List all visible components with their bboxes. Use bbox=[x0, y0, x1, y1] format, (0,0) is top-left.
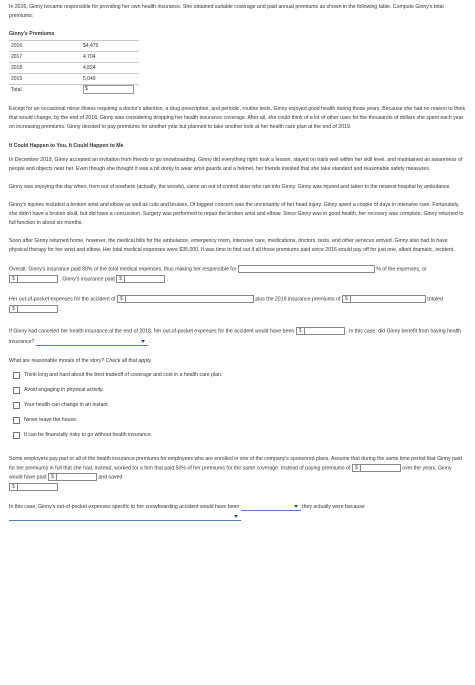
total-label: Total bbox=[9, 85, 81, 96]
employer-text-a: Some employers pay part or all of the health insurance premiums for employees who are enrolled in one of the company's sponsored plans. Assume that during the same time period that Ginny paid for her premiums in full that she had, instead, worked for a firm that paid 50% of her premiums for the same coverage. Instead of paying premiums of bbox=[9, 455, 462, 472]
checkbox[interactable] bbox=[13, 432, 20, 439]
question-employer-plan bbox=[9, 455, 466, 493]
moral-option[interactable] bbox=[13, 383, 466, 398]
q2-text-a: Her out-of-pocket expenses for the accident of bbox=[9, 296, 116, 303]
total-premiums-input[interactable]: $ bbox=[83, 85, 134, 94]
amount-cell: 5,049 bbox=[81, 74, 139, 85]
moral-option[interactable] bbox=[13, 398, 466, 413]
moral-option[interactable] bbox=[13, 428, 466, 443]
checkbox[interactable] bbox=[13, 372, 20, 379]
option-label: Avoid engaging in physical activity. bbox=[24, 386, 104, 393]
checkbox[interactable] bbox=[13, 387, 20, 394]
checkbox[interactable] bbox=[13, 417, 20, 424]
comparison-dropdown[interactable] bbox=[241, 502, 301, 511]
paragraph-injuries: Ginny's injuries included a broken wrist and elbow as well as cuts and bruises. Of biggest concern was the uncertainty of her head injury. Ginny spent a couple of days in intensive care. Fortunately, she didn't have a broken skull, but did have a concussion. Surgery was performed to repair the broken wrist and elbow. Since Ginny was in good health, her recovery was complete. Ginny returned to full function in about six months. bbox=[9, 201, 464, 227]
moral-option[interactable] bbox=[13, 368, 466, 383]
moral-option[interactable] bbox=[13, 413, 466, 428]
question-canceled bbox=[9, 327, 466, 346]
q1-text-b: % of the expenses, or bbox=[376, 266, 427, 273]
q2-text-b: plus the 2019 insurance premiums of bbox=[255, 296, 341, 303]
responsible-percent-input[interactable] bbox=[238, 265, 375, 273]
insurance-paid-input[interactable]: $ bbox=[116, 275, 165, 283]
q2-text-d: . bbox=[59, 306, 61, 313]
premiums-2019-input[interactable]: $ bbox=[342, 295, 426, 303]
chevron-down-icon bbox=[294, 505, 298, 508]
checkbox[interactable] bbox=[13, 402, 20, 409]
option-label: Think long and hard about the best tradeoff of coverage and cost in a health care plan. bbox=[24, 371, 223, 378]
q1-text-c: . Ginny's insurance paid bbox=[59, 276, 115, 283]
q5-text-b: they actually were because bbox=[302, 504, 365, 511]
q1-text-a: Overall, Ginny's insurance paid 80% of the total medical expenses, thus making her responsible for bbox=[9, 266, 237, 273]
question-comparison bbox=[9, 502, 466, 522]
total-out-of-pocket-input[interactable]: $ bbox=[9, 305, 58, 313]
q5-text-a: In this case, Ginny's out-of-pocket expenses specific to her snowboarding accident would have been bbox=[9, 504, 240, 511]
responsible-amount-input[interactable]: $ bbox=[9, 275, 58, 283]
premiums-half-input[interactable]: $ bbox=[48, 473, 97, 481]
premiums-table bbox=[9, 40, 139, 95]
premiums-full-input[interactable]: $ bbox=[352, 464, 401, 472]
morals-prompt: What are reasonable morals of the story? bbox=[9, 357, 106, 364]
reason-dropdown[interactable] bbox=[9, 512, 241, 521]
paragraph-accident: Ginny was enjoying the day when, from out of nowhere (actually, the woods), came an out of control skier who ran into Ginny. Ginny was injured and taken to the nearest hospital by ambulance. bbox=[9, 183, 451, 190]
q3-text-c: . bbox=[149, 338, 151, 345]
table-row bbox=[9, 52, 139, 63]
year-cell: 2019 bbox=[9, 74, 81, 85]
q2-text-c: totaled bbox=[427, 296, 443, 303]
table-row bbox=[9, 41, 139, 52]
paragraph-health: Except for an occasional minor illness requiring a doctor's attention, a drug prescription, and periodic, routine tests, Ginny enjoyed good health during those years. Because she had no reason to think that would change, by the end of 2018, Ginny was considering dropping her health insurance coverage. After all, she could think of a lot of other uses for the thousands of dollars she spent each year on increasing premiums. Ginny decided to pay premiums for another year but planned to take another look at her health care plan at the end of 2019. bbox=[9, 106, 466, 131]
morals-checkbox-list bbox=[9, 368, 466, 443]
premiums-table-title: Ginny's Premiums bbox=[9, 31, 55, 38]
savings-input[interactable]: $ bbox=[9, 483, 58, 491]
chevron-down-icon bbox=[234, 515, 238, 518]
benefit-dropdown[interactable] bbox=[36, 337, 151, 346]
no-insurance-expense-input[interactable]: $ bbox=[296, 327, 345, 335]
table-row bbox=[9, 63, 139, 74]
paragraph-snowboarding: In December 2019, Ginny accepted an invitation from friends to go snowboarding. Ginny did everything right: took a lesson, stayed on trails well within her skill level, and maintained an awareness of people and objects near her. Even though she thought it was a bit dorky to wear wrist guards and a helmet, her friends insisted that she take standard and reasonable safety measures. bbox=[9, 156, 463, 172]
table-row bbox=[9, 74, 139, 85]
chevron-down-icon bbox=[141, 340, 145, 343]
question-responsibility bbox=[9, 265, 466, 284]
q3-text-b: . In this case, did Ginny benefit from having health insurance? bbox=[9, 328, 462, 345]
option-label: It can be financially risky to go without health insurance. bbox=[24, 431, 153, 438]
year-cell: 2018 bbox=[9, 63, 81, 74]
table-row-total bbox=[9, 85, 139, 96]
year-cell: 2016 bbox=[9, 41, 81, 52]
question-morals bbox=[9, 357, 466, 366]
employer-text-c: and saved bbox=[98, 474, 123, 481]
employer-text-b: over the years, Ginny would have paid bbox=[9, 465, 452, 481]
option-label: Your health can change in an instant. bbox=[24, 401, 110, 408]
question-out-of-pocket bbox=[9, 295, 466, 314]
option-label: Never leave the house. bbox=[24, 416, 78, 423]
amount-cell: 4,824 bbox=[81, 63, 139, 74]
q1-text-d: . bbox=[166, 276, 169, 283]
morals-instruction: Check all that apply. bbox=[105, 357, 152, 364]
q3-text-a: If Ginny had canceled her health insurance at the end of 2018, her out-of-pocket expenses for the accident would have been bbox=[9, 328, 295, 335]
accident-expense-input[interactable]: $ bbox=[117, 295, 254, 303]
amount-cell: 4,704 bbox=[81, 52, 139, 63]
amount-cell: $4,479 bbox=[81, 41, 139, 52]
section-heading: It Could Happen to You, It Could Happen to Me bbox=[9, 142, 124, 149]
year-cell: 2017 bbox=[9, 52, 81, 63]
paragraph-expenses: Soon after Ginny returned home, however, the medical bills for the ambulance, emergency room, intensive care, medications, doctors, tests, and other services arrived. Ginny also had to have physical therapy for her wrist and elbow. Her total medical expenses were $35,000. It was time to find out if all those premiums paid since 2016 would pay off for just one, albeit dramatic, incident. bbox=[9, 238, 455, 254]
intro-text: In 2016, Ginny became responsible for providing her own health insurance. She obtained suitable coverage and paid annual premiums as shown in the following table. Compute Ginny's total premiums: bbox=[9, 4, 444, 20]
